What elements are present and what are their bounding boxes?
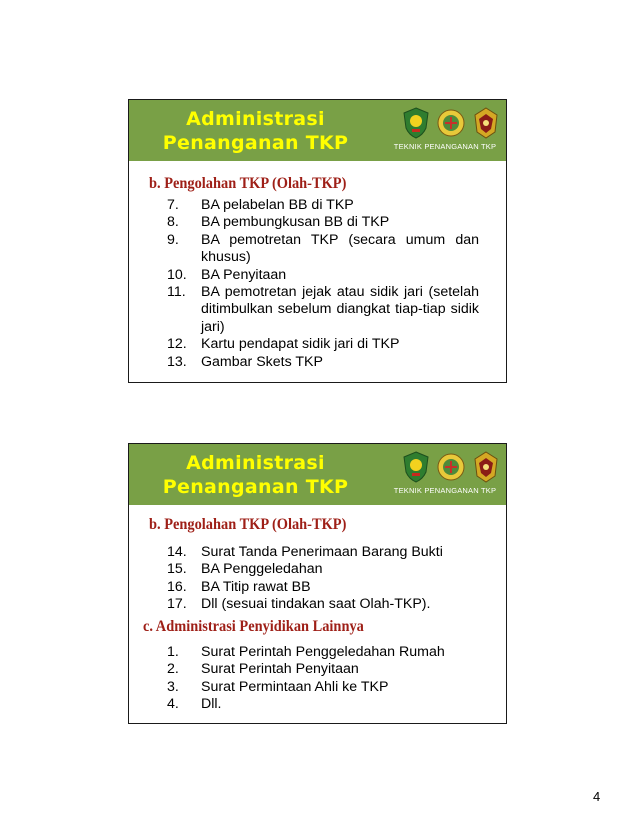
item-text: Surat Perintah Penyitaan	[201, 661, 359, 678]
item-text: Dll (sesuai tindakan saat Olah-TKP).	[201, 596, 431, 613]
slide-header	[129, 100, 506, 161]
item-number: 17.	[167, 596, 187, 613]
item-text: BA pemotretan TKP (secara umum dan khusus)	[201, 231, 479, 266]
item-number: 3.	[167, 678, 179, 695]
list-item	[149, 336, 479, 353]
item-number: 11.	[167, 284, 186, 301]
list-item	[149, 232, 479, 267]
slide-title	[129, 444, 382, 505]
item-text: Surat Tanda Penerimaan Barang Bukti	[201, 544, 443, 560]
slide-title-line1: Administrasi	[186, 107, 325, 130]
item-number: 15.	[167, 561, 187, 578]
slide-2	[128, 443, 507, 724]
list-item	[149, 354, 479, 371]
emblem-shield-icon	[401, 106, 431, 140]
slide-1	[128, 99, 507, 383]
item-number: 7.	[167, 197, 179, 213]
list-item	[149, 696, 479, 713]
item-number: 8.	[167, 214, 179, 231]
item-text: BA Penggeledahan	[201, 561, 323, 578]
item-text: Surat Permintaan Ahli ke TKP	[201, 678, 389, 695]
list-item	[149, 561, 479, 578]
list-item	[149, 679, 479, 696]
item-text: BA pemotretan jejak atau sidik jari (setelah ditimbulkan sebelum diangkat tiap-tiap sidik jari)	[201, 284, 479, 335]
item-text: BA pelabelan BB di TKP	[201, 197, 354, 213]
item-text: BA Penyitaan	[201, 266, 287, 283]
item-text: Surat Perintah Penggeledahan Rumah	[201, 644, 445, 660]
list-item	[149, 644, 479, 661]
section-heading: b. Pengolahan TKP (Olah-TKP)	[149, 175, 347, 192]
item-list	[149, 644, 479, 714]
slide-header	[129, 444, 506, 505]
item-number: 12.	[167, 336, 187, 353]
item-list	[149, 544, 479, 614]
list-item	[149, 197, 479, 214]
section-heading: c. Administrasi Penyidikan Lainnya	[143, 618, 364, 635]
item-number: 16.	[167, 578, 187, 595]
item-text: Dll.	[201, 696, 222, 713]
slide-title-line1: Administrasi	[186, 451, 325, 474]
item-number: 1.	[167, 644, 179, 660]
slide-title-line2: Penanganan TKP	[162, 475, 349, 498]
emblem-shield-icon	[401, 450, 431, 484]
list-item	[149, 579, 479, 596]
item-list	[149, 197, 479, 371]
item-number: 13.	[167, 353, 187, 370]
item-text: Kartu pendapat sidik jari di TKP	[201, 336, 400, 353]
item-number: 9.	[167, 231, 179, 248]
list-item	[149, 284, 479, 336]
list-item	[149, 661, 479, 678]
item-text: BA pembungkusan BB di TKP	[201, 214, 390, 231]
globe-emblem-icon	[436, 106, 466, 140]
logo-group	[401, 104, 501, 142]
list-item	[149, 267, 479, 284]
list-item	[149, 544, 479, 561]
item-text: BA Titip rawat BB	[201, 578, 311, 595]
section-heading: b. Pengolahan TKP (Olah-TKP)	[149, 516, 347, 533]
police-badge-icon	[471, 450, 501, 484]
header-subtitle: TEKNIK PENANGANAN TKP	[393, 142, 497, 151]
item-number: 14.	[167, 544, 187, 560]
item-number: 4.	[167, 696, 179, 713]
item-number: 10.	[167, 266, 187, 283]
page-number: 4	[593, 789, 601, 804]
item-number: 2.	[167, 661, 179, 678]
globe-emblem-icon	[436, 450, 466, 484]
list-item	[149, 214, 479, 231]
list-item	[149, 596, 479, 613]
item-text: Gambar Skets TKP	[201, 353, 323, 370]
slide-title-line2: Penanganan TKP	[162, 131, 349, 154]
header-subtitle: TEKNIK PENANGANAN TKP	[393, 486, 497, 495]
logo-group	[401, 448, 501, 486]
police-badge-icon	[471, 106, 501, 140]
slide-title	[129, 100, 382, 161]
